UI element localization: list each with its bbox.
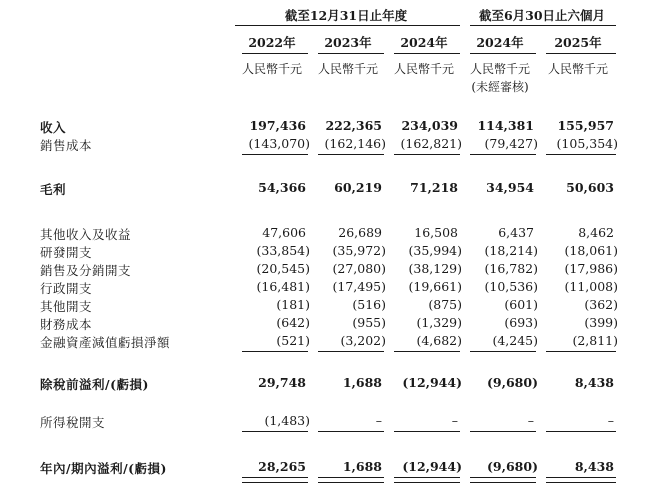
row-label-selling: 銷售及分銷開支 [40, 263, 132, 278]
cell-gp-2022: 54,366 [258, 180, 306, 195]
cell-rnd-2023: (35,972) [332, 243, 386, 258]
cell-admin-2022: (16,481) [256, 279, 310, 294]
row-label-admin: 行政開支 [40, 281, 93, 296]
cell-sell-2024h1: (16,782) [484, 261, 538, 276]
row-label-net-profit: 年內/期內溢利/(虧損) [40, 461, 167, 476]
unit-col-1: 人民幣千元 [241, 62, 302, 76]
header-annual-title: 截至12月31日止年度 [284, 8, 408, 23]
cell-oi-2022: 47,606 [262, 225, 306, 240]
rule-after-cos-5 [546, 154, 616, 155]
cell-pbt-2024: (12,944) [402, 375, 462, 390]
year-rule-5 [546, 53, 616, 54]
cell-rnd-2025h1: (18,061) [564, 243, 618, 258]
cell-revenue-2025h1: 155,957 [557, 118, 614, 133]
double-rule-4 [470, 477, 536, 483]
row-label-other-income: 其他收入及收益 [40, 227, 132, 242]
cell-gp-2025h1: 50,603 [566, 180, 614, 195]
cell-fc-2024h1: (693) [504, 315, 538, 330]
rule-after-tax-5 [546, 431, 616, 432]
cell-tax-2025h1: – [607, 413, 614, 428]
cell-rnd-2022: (33,854) [256, 243, 310, 258]
rule-after-imp-5 [546, 351, 616, 352]
cell-fc-2024: (1,329) [416, 315, 462, 330]
unit-col-3: 人民幣千元 [393, 62, 454, 76]
header-interim-rule [470, 25, 616, 26]
rule-after-imp-1 [242, 351, 308, 352]
row-label-income-tax: 所得稅開支 [40, 415, 106, 430]
year-col-4: 2024年 [476, 35, 524, 50]
rule-after-cos-2 [318, 154, 384, 155]
cell-revenue-2022: 197,436 [249, 118, 306, 133]
row-label-cost-of-sales: 銷售成本 [40, 138, 93, 153]
unit-col-5: 人民幣千元 [547, 62, 608, 76]
year-col-1: 2022年 [248, 35, 296, 50]
double-rule-1 [242, 477, 308, 483]
unit-col-4: 人民幣千元 [469, 62, 530, 76]
cell-tax-2024: – [451, 413, 458, 428]
row-label-pbt: 除稅前溢利/(虧損) [40, 377, 149, 392]
cell-fc-2022: (642) [276, 315, 310, 330]
rule-after-imp-2 [318, 351, 384, 352]
rule-after-tax-4 [470, 431, 536, 432]
double-rule-5 [546, 477, 616, 483]
cell-admin-2023: (17,495) [332, 279, 386, 294]
cell-imp-2024h1: (4,245) [492, 333, 538, 348]
header-annual-rule [235, 25, 460, 26]
cell-rnd-2024: (35,994) [408, 243, 462, 258]
cell-imp-2023: (3,202) [340, 333, 386, 348]
cell-tax-2023: – [375, 413, 382, 428]
year-rule-4 [470, 53, 536, 54]
cell-fc-2023: (955) [352, 315, 386, 330]
cell-oe-2022: (181) [276, 297, 310, 312]
cell-cos-2023: (162,146) [324, 136, 386, 151]
year-col-2: 2023年 [324, 35, 372, 50]
cell-pbt-2023: 1,688 [342, 375, 382, 390]
cell-revenue-2024: 234,039 [401, 118, 458, 133]
cell-cos-2024h1: (79,427) [484, 136, 538, 151]
unaudited-note: (未經審核) [471, 80, 529, 94]
cell-oe-2023: (516) [352, 297, 386, 312]
cell-oi-2024h1: 6,437 [498, 225, 534, 240]
double-rule-2 [318, 477, 384, 483]
header-interim-title: 截至6月30日止六個月 [478, 8, 606, 23]
cell-cos-2025h1: (105,354) [556, 136, 618, 151]
year-rule-2 [318, 53, 384, 54]
rule-after-tax-1 [242, 431, 308, 432]
year-rule-1 [242, 53, 308, 54]
row-label-impairment: 金融資產減值虧損淨額 [40, 335, 171, 350]
cell-sell-2022: (20,545) [256, 261, 310, 276]
cell-pbt-2024h1: (9,680) [487, 375, 538, 390]
row-label-revenue: 收入 [40, 120, 67, 135]
cell-pbt-2022: 29,748 [258, 375, 306, 390]
row-label-finance-costs: 財務成本 [40, 317, 93, 332]
rule-after-cos-3 [394, 154, 460, 155]
row-label-gross-profit: 毛利 [40, 182, 67, 197]
cell-gp-2023: 60,219 [334, 180, 382, 195]
cell-fc-2025h1: (399) [584, 315, 618, 330]
rule-after-tax-2 [318, 431, 384, 432]
cell-gp-2024h1: 34,954 [486, 180, 534, 195]
cell-tax-2022: (1,483) [264, 413, 310, 428]
cell-np-2024: (12,944) [402, 459, 462, 474]
cell-oi-2025h1: 8,462 [578, 225, 614, 240]
cell-cos-2022: (143,070) [248, 136, 310, 151]
year-col-5: 2025年 [554, 35, 602, 50]
cell-admin-2024: (19,661) [408, 279, 462, 294]
cell-sell-2024: (38,129) [408, 261, 462, 276]
cell-revenue-2023: 222,365 [325, 118, 382, 133]
cell-tax-2024h1: – [527, 413, 534, 428]
rule-after-cos-1 [242, 154, 308, 155]
cell-cos-2024: (162,821) [400, 136, 462, 151]
cell-np-2024h1: (9,680) [487, 459, 538, 474]
cell-np-2025h1: 8,438 [574, 459, 614, 474]
cell-admin-2025h1: (11,008) [564, 279, 618, 294]
cell-oi-2023: 26,689 [338, 225, 382, 240]
double-rule-3 [394, 477, 460, 483]
rule-after-imp-3 [394, 351, 460, 352]
cell-imp-2022: (521) [276, 333, 310, 348]
cell-admin-2024h1: (10,536) [484, 279, 538, 294]
cell-oe-2024h1: (601) [504, 297, 538, 312]
cell-imp-2024: (4,682) [416, 333, 462, 348]
cell-np-2023: 1,688 [342, 459, 382, 474]
row-label-other-expenses: 其他開支 [40, 299, 93, 314]
year-col-3: 2024年 [400, 35, 448, 50]
rule-after-imp-4 [470, 351, 536, 352]
row-label-rnd: 研發開支 [40, 245, 93, 260]
cell-rnd-2024h1: (18,214) [484, 243, 538, 258]
cell-oe-2025h1: (362) [584, 297, 618, 312]
cell-np-2022: 28,265 [258, 459, 306, 474]
cell-oi-2024: 16,508 [414, 225, 458, 240]
unit-col-2: 人民幣千元 [317, 62, 378, 76]
cell-oe-2024: (875) [428, 297, 462, 312]
cell-revenue-2024h1: 114,381 [477, 118, 534, 133]
rule-after-tax-3 [394, 431, 460, 432]
cell-sell-2025h1: (17,986) [564, 261, 618, 276]
cell-sell-2023: (27,080) [332, 261, 386, 276]
cell-gp-2024: 71,218 [410, 180, 458, 195]
year-rule-3 [394, 53, 460, 54]
cell-pbt-2025h1: 8,438 [574, 375, 614, 390]
rule-after-cos-4 [470, 154, 536, 155]
cell-imp-2025h1: (2,811) [572, 333, 618, 348]
